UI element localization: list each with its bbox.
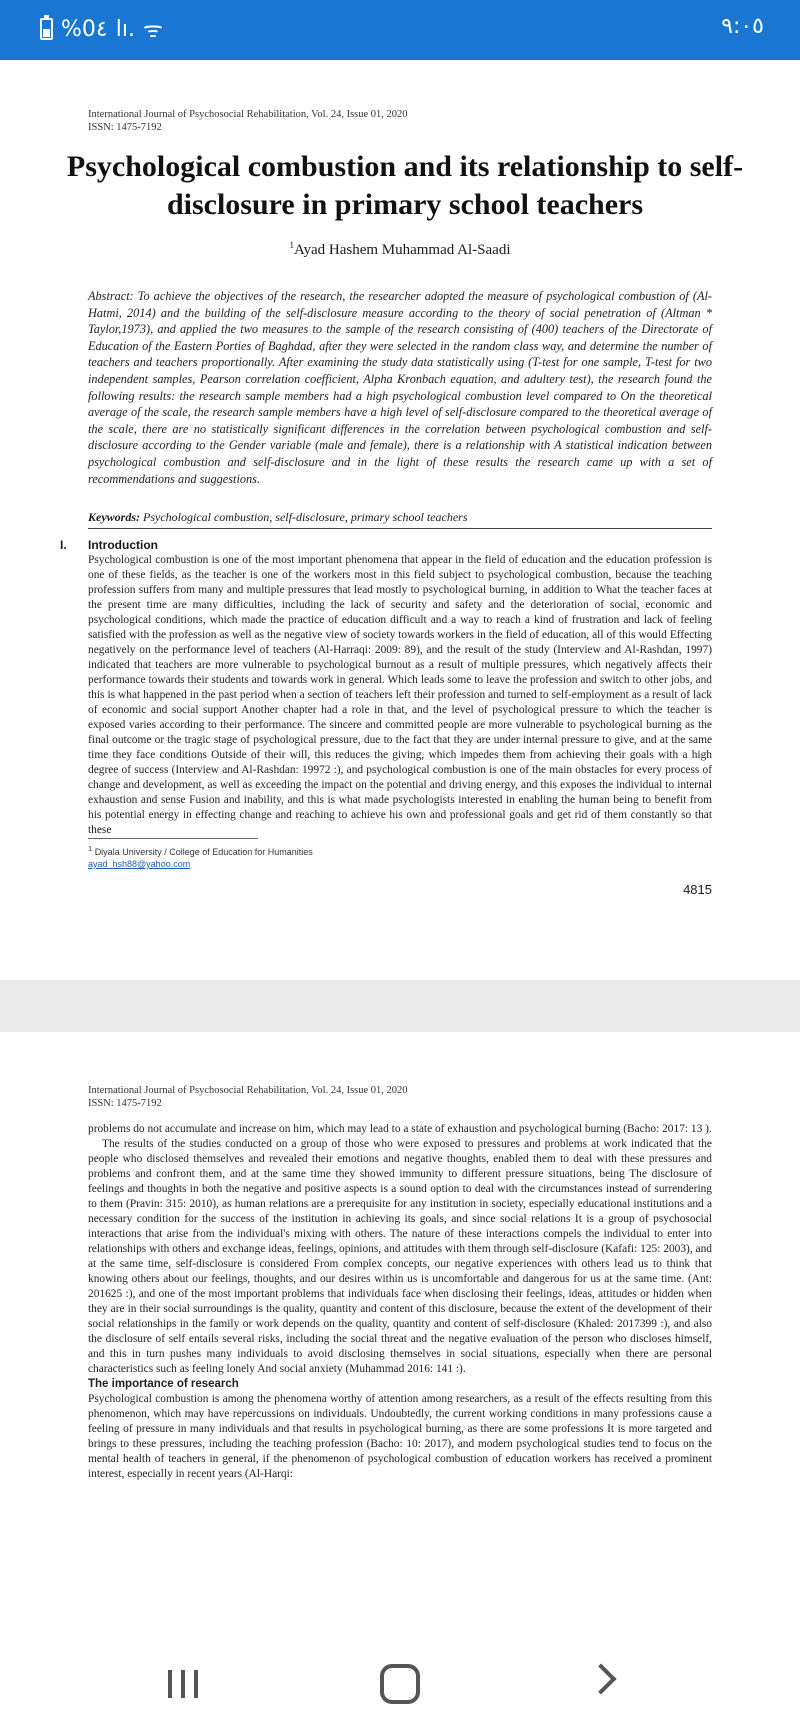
journal-issn: ISSN: 1475-7192 xyxy=(88,1098,162,1109)
wifi-icon: ᯤ xyxy=(142,18,164,43)
recents-bar xyxy=(181,1670,185,1698)
recents-bar xyxy=(194,1670,198,1698)
keywords-text: Psychological combustion, self-disclosure, primary school teachers xyxy=(143,510,468,524)
page-number: 4815 xyxy=(683,882,712,897)
document-page-1[interactable] xyxy=(0,60,800,980)
section-number: I. xyxy=(60,538,67,552)
recents-button[interactable] xyxy=(168,1670,198,1698)
recents-bar xyxy=(168,1670,172,1698)
paragraph: The results of the studies conducted on a group of those who were exposed to pressures and problems at work indicated that the people who disclosed themselves and revealed their emotions and negative thoughts, enabled them to deal with these pressures and problems and confront them, and at the same time they showed immunity to different pressure situations, being The disclosure of feelings and thoughts in both the negative and positive aspects is a sound option to deal with the circumstances instead of surrendering to them (Pravin: 315: 2010), as human relations are a prerequisite for any institution in society, especially educational institutions and a necessary condition for the success of the institution in achieving its goals, and since social relations It is a group of psychosocial interactions that arise from the individual's mixing with others. The nature of these interactions compels the individual to enter into relationships with others and exchange ideas, feelings, opinions, and attitudes with them through self-disclosure (Kafafi: 125: 2003), and at the same time, self-disclosure is considered From complex concepts, our negative experiences with others lead us to think that knowing others about our feelings, thoughts, and our desires within us is uncomfortable and dangerous for us at the same time. (Ant: 201625 :), and one of the most important problems that individuals face when disclosing their feelings, ideas, attitudes or hidden when they are in their social surroundings is the quality, quantity and content of this disclosure, because the extent of the development of their social relationships in the family or work depends on the quality, quantity and content of self-disclosure (Khaled: 2017399 :), and also the disclosure of self entails several risks, including the social threat and the negative evaluation of the person who discloses himself, and this in turn pushes many individuals to avoid disclosing themselves in social situations, especially when there are personal characteristics such as feeling lonely And social anxiety (Muhammad 2016: 141 :). xyxy=(88,1138,712,1375)
paragraph: problems do not accumulate and increase on him, which may lead to a state of exhaustion and psychological burning (Bacho: 2017: 13 ). xyxy=(88,1123,712,1135)
page-body xyxy=(88,1122,712,1482)
journal-header xyxy=(88,1084,408,1110)
journal-name: International Journal of Psychosocial Rehabilitation, Vol. 24, Issue 01, 2020 xyxy=(88,109,408,120)
footnote-email-link[interactable]: ayad_hsh88@yahoo.com xyxy=(88,859,191,869)
page-separator xyxy=(0,980,800,1032)
paper-title: Psychological combustion and its relationship to self-disclosure in primary school teachers xyxy=(66,150,744,221)
battery-icon xyxy=(40,18,53,40)
footnote-affiliation: Diyala University / College of Education for Humanities xyxy=(94,847,313,857)
subheading: The importance of research xyxy=(88,1378,239,1390)
author-superscript: 1 xyxy=(289,240,294,250)
author-name: Ayad Hashem Muhammad Al-Saadi xyxy=(294,242,511,258)
divider xyxy=(88,528,712,529)
intro-paragraph: Psychological combustion is one of the most important phenomena that appear in the field of education and the education profession is one of these fields, as the teacher is one of the workers most in this field subject to psychological combustion, because the teaching profession suffers from many and multiple pressures that lead mostly to psychological burning, in addition to What the teacher faces at the present time are many difficulties, including the lack of security and safety and the deterioration of social, economic and psychological conditions, which made the practice of education difficult and a way to reach a kind of frustration and lack of feeling satisfied with the profession as well as the negative view of society towards workers in the field of education, all of this would Effecting negatively on the performance level of teachers (Al-Harraqi: 2009: 89), and the result of the study (Interview and Al-Rashdan, 1997) indicated that teachers are more vulnerable to psychological burnout as a result of multiple pressures, which negatively affects their performance towards their students and towards work in general. Which leads some to leave the profession and switch to other jobs, and this is what happened in the past period when a section of teachers left their profession and turned to self-employment as a result of lack of economic and social support Another chapter had a role in that, and the level of psychological pressure to which the teacher is exposed varies according to their performance. The sincere and committed people are more vulnerable to psychological burning as the final outcome or the tragic stage of psychological pressure, due to the fact that they are under internal pressure to give, and at the same time they face conditions Outside of their will, this reduces the giving, which impedes them from achieving their goals with a high degree of success (Interview and Al-Rashdan: 19972 :), and psychological combustion is one of the main obstacles for every process of change and development, as well as exceeding the impact on the potential and driving energy, and this exposes the individual to internal exhaustion and sense Fusion and inability, and this is what made psychologists interested in enabling the human being to benefit from his potential energy in effecting change and reaching to achieve his own and professional goals and get rid of them constantly so that these xyxy=(88,554,712,836)
paragraph: Psychological combustion is among the phenomena worthy of attention among researchers, as a result of the effects resulting from this phenomenon, which may have repercussions on individuals. Undoubtedly, the current working conditions in many professions cause a feeling of pressure in many individuals and that results in psychological burning, as there are some professions It is more targeted and brings to these pressures, including the teaching profession (Bacho: 10: 2017), and modern psychological studies tend to focus on the mental health of teachers in general, if the phenomenon of psychological combustion of education workers has received a prominent interest, especially in recent years (Al-Harqi: xyxy=(88,1393,712,1480)
section-title: Introduction xyxy=(88,538,158,552)
keywords-label: Keywords: xyxy=(88,510,140,524)
battery-percent: %0٤ xyxy=(61,16,108,42)
journal-header xyxy=(88,108,408,134)
navigation-bar xyxy=(0,1640,800,1733)
home-button[interactable] xyxy=(380,1664,420,1704)
document-page-2[interactable] xyxy=(0,1032,800,1622)
author-line xyxy=(0,240,800,259)
back-button[interactable] xyxy=(585,1663,616,1694)
journal-name: International Journal of Psychosocial Rehabilitation, Vol. 24, Issue 01, 2020 xyxy=(88,1085,408,1096)
footnote-superscript: 1 xyxy=(88,844,93,853)
clock: ٩:٠٥ xyxy=(721,14,764,39)
keywords xyxy=(88,510,712,525)
status-bar xyxy=(0,0,800,60)
footnote xyxy=(88,843,313,870)
footnote-divider xyxy=(88,838,258,839)
journal-issn: ISSN: 1475-7192 xyxy=(88,122,162,133)
abstract: Abstract: To achieve the objectives of the research, the researcher adopted the measure of psychological combustion of (Al-Hatmi, 2014) and the building of the self-disclosure measure according to the theory of social penetration of (Altman * Taylor,1973), and applied the two measures to the sample of the research consisting of (400) teachers of the Directorate of Education of the Eastern Porties of Baghdad, after they were selected in the random class way, and determine the number of teachers and teachers proportionally. After examining the study data statistically using (T-test for one sample, T-test for two independent samples, Pearson correlation coefficient, Alpha Kronbach equation, and adultery test), the research found the following results: the research sample members had a high psychological combustion level compared to On the theoretical average of the scale, the research sample members have a high level of self-disclosure compared to the theoretical average of the scale, there are no statistically significant differences in the correlation between psychological combustion and self-disclosure according to the Gender variable (male and female), there is a relationship with A statistical indication between psychological combustion and self-disclosure and in the light of these results the research came up with a set of recommendations and suggestions. xyxy=(88,289,712,486)
signal-icon: lı. xyxy=(115,16,135,42)
